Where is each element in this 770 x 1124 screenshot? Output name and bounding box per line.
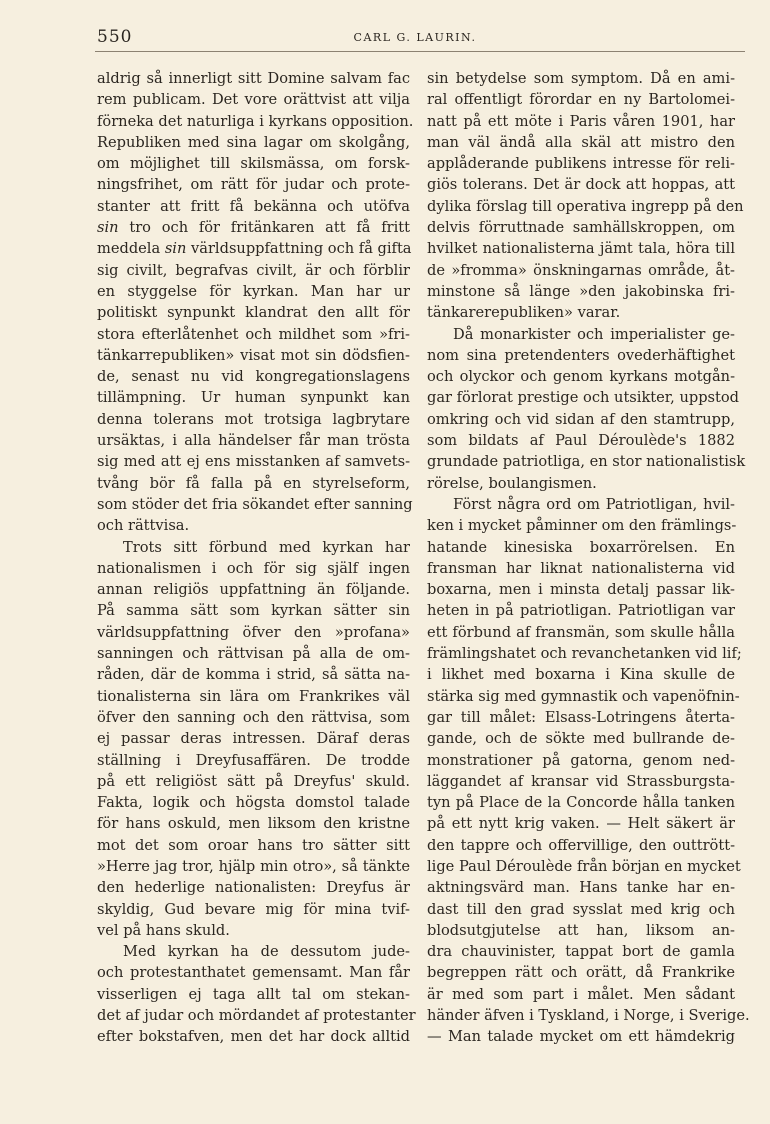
text-line (427, 1005, 750, 1026)
text-segment: på ett nytt krig vaken. — Helt säkert är (427, 815, 735, 833)
text-line (427, 600, 735, 621)
text-segment: ursäktas, i alla händelser får man trösta (97, 432, 410, 450)
text-line (427, 622, 735, 643)
text-line (97, 196, 410, 217)
text-segment: minstone så länge »den jakobinska fri- (427, 282, 735, 300)
text-segment: blodsutgjutelse att han, liksom an- (427, 921, 735, 939)
text-segment: politiskt synpunkt klandrat den allt för (97, 304, 410, 322)
text-segment: rörelse, boulangismen. (427, 474, 597, 492)
text-segment: vel på hans skuld. (97, 921, 230, 939)
text-line (97, 600, 410, 621)
text-line (97, 302, 410, 323)
text-line (427, 920, 735, 941)
text-line (97, 771, 410, 792)
text-line (427, 196, 744, 217)
text-line (97, 430, 410, 451)
text-line (427, 1026, 735, 1047)
text-line (97, 238, 410, 259)
text-segment: i likhet med boxarna i Kina skulle de (427, 666, 735, 684)
text-segment: — Man talade mycket om ett hämdekrig (427, 1028, 735, 1046)
text-line (427, 153, 735, 174)
text-segment: omkring och vid sidan af den stamtrupp, (427, 410, 735, 428)
text-segment: gar förlorat prestige och utsikter, uppstod (427, 389, 740, 407)
text-segment: och olyckor och genom kyrkans motgån- (427, 368, 735, 386)
text-line (97, 962, 410, 983)
text-segment: världsuppfattning öfver den »profana» (97, 623, 410, 641)
text-line (427, 281, 735, 302)
text-segment: stanter att fritt få bekänna och utöfva (97, 197, 410, 215)
text-line (97, 899, 410, 920)
text-segment: giös tolerans. Det är dock att hoppas, att (427, 176, 735, 194)
text-segment: på ett religiöst sätt på Dreyfus' skuld. (97, 772, 410, 790)
text-line (427, 345, 735, 366)
text-segment: monstrationer på gatorna, genom ned- (427, 751, 735, 769)
text-line (97, 409, 410, 430)
text-segment: är med som part i målet. Men sådant (427, 985, 735, 1003)
text-segment: främlingshatet och revanchetanken vid lif; (427, 645, 742, 663)
text-segment: visserligen ej taga allt tal om stekan- (97, 985, 410, 1003)
text-segment: sanningen och rättvisan på alla de om- (97, 645, 410, 663)
text-segment: gande, och de sökte med bullrande de- (427, 730, 735, 748)
text-segment: öfver den sanning och den rättvisa, som (97, 708, 410, 726)
text-line (427, 111, 735, 132)
text-line (97, 537, 410, 558)
text-line (97, 387, 410, 408)
text-segment: ken i mycket påminner om den främlings- (427, 517, 737, 535)
text-line (97, 750, 410, 771)
text-line (97, 728, 410, 749)
text-line (427, 835, 735, 856)
text-segment: tro och för fritänkaren att få fritt (118, 219, 410, 237)
text-line (427, 962, 735, 983)
text-segment: sin betydelse som symptom. Då en ami- (427, 70, 735, 87)
text-line (427, 856, 741, 877)
text-segment: tänkarrepubliken» visat mot sin dödsfien- (97, 346, 410, 364)
text-line (427, 877, 735, 898)
header-rule (95, 51, 745, 52)
text-line (427, 686, 740, 707)
text-segment: ett förbund af fransmän, som skulle hålla (427, 623, 735, 641)
text-segment: natt på ett möte i Paris våren 1901, har (427, 112, 735, 130)
text-line (427, 643, 742, 664)
text-segment: de »fromma» önskningarnas område, åt- (427, 261, 735, 279)
text-line (427, 238, 735, 259)
text-segment: om möjlighet till skilsmässa, om forsk- (97, 155, 410, 173)
text-line (97, 941, 410, 962)
text-segment: skyldig, Gud bevare mig för mina tvif- (97, 900, 410, 918)
text-segment: råden, där de komma i strid, så sätta na- (97, 666, 410, 684)
text-segment: en styggelse för kyrkan. Man har ur (97, 282, 410, 300)
text-line (97, 494, 413, 515)
text-segment: denna tolerans mot trotsiga lagbrytare (97, 410, 410, 428)
text-segment: Först några ord om Patriotligan, hvil- (453, 495, 735, 513)
text-line (97, 153, 410, 174)
text-line (427, 515, 735, 536)
text-segment: meddela (97, 240, 165, 258)
text-line (97, 132, 410, 153)
text-segment: läggandet af kransar vid Strassburgsta- (427, 772, 735, 790)
text-segment: rem publicam. Det vore orättvist att vilja (97, 91, 410, 109)
text-segment: händer äfven i Tyskland, i Norge, i Sverige. (427, 1007, 750, 1025)
text-line (97, 89, 410, 110)
text-segment: som stöder det fria sökandet efter sanning (97, 495, 413, 513)
text-segment: man väl ändå alla skäl att mistro den (427, 133, 735, 151)
text-line (427, 387, 740, 408)
text-line (427, 941, 735, 962)
text-line (427, 728, 735, 749)
text-line (97, 1026, 410, 1047)
text-segment: gar till målet: Elsass-Lotringens återta- (427, 708, 735, 726)
text-segment: sig med att ej ens misstanken af samvets- (97, 453, 410, 471)
text-line (97, 792, 410, 813)
text-line (427, 792, 735, 813)
text-segment: och protestanthatet gemensamt. Man får (97, 964, 410, 982)
text-segment: aktningsvärd man. Hans tanke har en- (427, 879, 735, 897)
text-segment: det af judar och mördandet af protestanter (97, 1007, 416, 1025)
text-segment: aldrig så innerligt sitt Domine salvam fac (97, 70, 410, 87)
text-line (427, 132, 735, 153)
text-line (97, 451, 410, 472)
text-line (97, 217, 410, 238)
text-segment: och rättvisa. (97, 517, 190, 535)
text-line (427, 664, 735, 685)
italic-text: sin (164, 240, 187, 258)
text-segment: Då monarkister och imperialister ge- (453, 325, 735, 343)
text-segment: ningsfrihet, om rätt för judar och prote- (97, 176, 410, 194)
text-segment: ställning i Dreyfusaffären. De trodde (97, 751, 410, 769)
text-line (97, 473, 410, 494)
text-segment: stora efterlåtenhet och mildhet som »fri- (97, 325, 410, 343)
text-segment: begreppen rätt och orätt, då Frankrike (427, 964, 735, 982)
text-segment: applåderande publikens intresse för reli- (427, 155, 735, 173)
text-segment: På samma sätt som kyrkan sätter sin (97, 602, 410, 620)
text-segment: efter bokstafven, men det har dock alltid (97, 1028, 410, 1046)
text-line (427, 68, 735, 89)
text-segment: tyn på Place de la Concorde hålla tanken (427, 794, 735, 812)
text-line (427, 430, 735, 451)
text-segment: Fakta, logik och högsta domstol talade (97, 794, 410, 812)
text-line (97, 643, 410, 664)
right-column (427, 68, 750, 1048)
text-line (427, 217, 735, 238)
text-line (97, 877, 410, 898)
text-line (97, 174, 410, 195)
text-line (97, 1005, 416, 1026)
text-line (97, 622, 410, 643)
left-column (97, 68, 416, 1048)
text-segment: de, senast nu vid kongregationslagens (97, 368, 410, 386)
text-line (97, 664, 410, 685)
text-segment: hatande kinesiska boxarrörelsen. En (427, 538, 735, 556)
text-line (427, 494, 735, 515)
text-segment: stärka sig med gymnastik och vapenöfnin- (427, 687, 740, 705)
text-line (97, 111, 414, 132)
text-segment: nationalismen i och för sig själf ingen (97, 559, 410, 577)
text-line (427, 984, 735, 1005)
text-line (97, 835, 410, 856)
text-segment: dra chauvinister, tappat bort de gamla (427, 943, 735, 961)
text-segment: tionalisterna sin lära om Frankrikes väl (97, 687, 410, 705)
text-line (427, 707, 735, 728)
text-segment: ral offentligt förordar en ny Bartolomei- (427, 91, 735, 109)
text-segment: boxarna, men i minsta detalj passar lik- (427, 581, 735, 599)
text-segment: Republiken med sina lagar om skolgång, (97, 133, 410, 151)
text-line (97, 686, 410, 707)
text-line (97, 260, 410, 281)
text-line (97, 707, 410, 728)
text-line (97, 579, 410, 600)
text-line (427, 771, 735, 792)
text-line (97, 856, 410, 877)
text-segment: mot det som oroar hans tro sätter sitt (97, 836, 410, 854)
text-segment: grundade patriotliga, en stor nationalistisk (427, 453, 746, 471)
text-segment: annan religiös uppfattning än följande. (97, 581, 410, 599)
text-line (97, 558, 410, 579)
text-segment: förneka det naturliga i kyrkans opposition. (97, 112, 414, 130)
text-segment: heten in på patriotligan. Patriotligan var (427, 602, 735, 620)
text-segment: hvilket nationalisterna jämt tala, höra till (427, 240, 735, 258)
text-line (427, 473, 735, 494)
text-line (427, 174, 735, 195)
running-title: CARL G. LAURIN. (353, 31, 477, 44)
page-number: 550 (97, 27, 133, 47)
text-segment: som bildats af Paul Déroulède's 1882 (427, 432, 735, 450)
text-line (427, 302, 735, 323)
text-line (427, 324, 735, 345)
text-segment: Med kyrkan ha de dessutom jude- (123, 943, 410, 961)
text-line (97, 345, 410, 366)
text-segment: världsuppfattning och få gifta (186, 240, 412, 258)
italic-text: sin (97, 219, 119, 237)
text-line (97, 515, 410, 536)
text-segment: »Herre jag tror, hjälp min otro», så tänkte (97, 857, 410, 875)
text-line (97, 813, 410, 834)
text-segment: lige Paul Déroulède från början en mycket (427, 857, 741, 875)
text-line (97, 984, 410, 1005)
text-line (97, 920, 410, 941)
text-segment: fransman har liknat nationalisterna vid (427, 559, 735, 577)
text-line (97, 324, 410, 345)
text-segment: sig civilt, begrafvas civilt, är och förblir (97, 261, 410, 279)
text-line (427, 409, 735, 430)
text-segment: ej passar deras intressen. Däraf deras (97, 730, 410, 748)
text-line (427, 451, 746, 472)
text-segment: dast till den grad sysslat med krig och (427, 900, 735, 918)
text-segment: den tappre och offervillige, den outtrött- (427, 836, 735, 854)
text-segment: dylika förslag till operativa ingrepp på den (427, 197, 744, 215)
text-segment: nom sina pretendenters ovederhäftighet (427, 346, 735, 364)
text-line (97, 281, 410, 302)
text-line (427, 558, 735, 579)
text-line (427, 89, 735, 110)
text-line (97, 366, 410, 387)
text-line (427, 813, 735, 834)
text-line (427, 537, 735, 558)
text-segment: tillämpning. Ur human synpunkt kan (97, 389, 410, 407)
text-line (427, 366, 735, 387)
text-segment: Trots sitt förbund med kyrkan har (123, 538, 410, 556)
text-segment: för hans oskuld, men liksom den kristne (97, 815, 410, 833)
text-segment: tvång bör få falla på en styrelseform, (97, 474, 410, 492)
text-line (427, 750, 735, 771)
text-line (97, 68, 410, 89)
text-segment: tänkarerepubliken» varar. (427, 304, 621, 322)
text-line (427, 260, 735, 281)
text-segment: den hederlige nationalisten: Dreyfus är (97, 879, 410, 897)
text-line (427, 899, 735, 920)
text-segment: delvis förruttnade samhällskroppen, om (427, 219, 735, 237)
text-line (427, 579, 735, 600)
